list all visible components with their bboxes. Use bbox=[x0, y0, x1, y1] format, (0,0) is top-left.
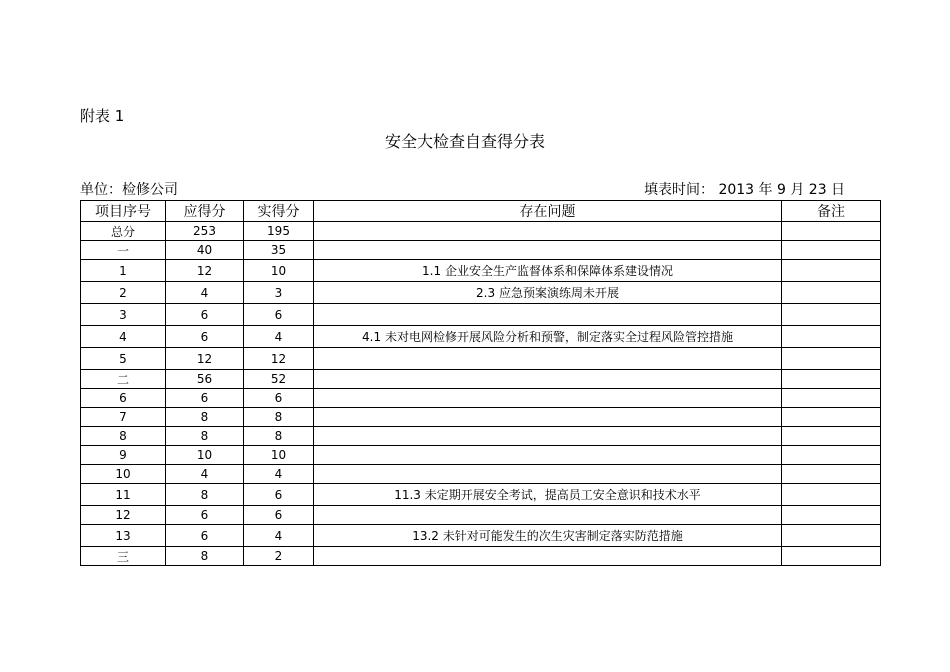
cell-remark bbox=[782, 408, 881, 427]
cell-due-score: 6 bbox=[166, 506, 244, 525]
cell-item-no: 6 bbox=[81, 389, 166, 408]
page-title: 安全大检查自查得分表 bbox=[384, 132, 545, 151]
cell-remark bbox=[782, 484, 881, 506]
cell-due-score: 8 bbox=[166, 547, 244, 566]
cell-remark bbox=[782, 304, 881, 326]
cell-issue: 2.3 应急预案演练周未开展 bbox=[314, 282, 782, 304]
cell-issue bbox=[314, 446, 782, 465]
score-table bbox=[80, 200, 881, 566]
cell-actual-score: 12 bbox=[244, 348, 314, 370]
table-row bbox=[81, 465, 881, 484]
cell-due-score: 56 bbox=[166, 370, 244, 389]
cell-remark bbox=[782, 389, 881, 408]
cell-item-no: 二 bbox=[81, 370, 166, 389]
cell-issue bbox=[314, 506, 782, 525]
cell-item-no: 三 bbox=[81, 547, 166, 566]
cell-actual-score: 4 bbox=[244, 465, 314, 484]
table-row bbox=[81, 260, 881, 282]
cell-item-no: 2 bbox=[81, 282, 166, 304]
cell-actual-score: 10 bbox=[244, 446, 314, 465]
cell-remark bbox=[782, 547, 881, 566]
table-row bbox=[81, 484, 881, 506]
cell-remark bbox=[782, 525, 881, 547]
cell-actual-score: 35 bbox=[244, 241, 314, 260]
cell-due-score: 8 bbox=[166, 427, 244, 446]
cell-due-score: 8 bbox=[166, 408, 244, 427]
header-issues: 存在问题 bbox=[314, 201, 782, 222]
table-row bbox=[81, 348, 881, 370]
table-row bbox=[81, 547, 881, 566]
header-item-no: 项目序号 bbox=[81, 201, 166, 222]
cell-remark bbox=[782, 370, 881, 389]
table-row bbox=[81, 446, 881, 465]
cell-item-no: 10 bbox=[81, 465, 166, 484]
cell-due-score: 4 bbox=[166, 465, 244, 484]
cell-actual-score: 2 bbox=[244, 547, 314, 566]
cell-due-score: 6 bbox=[166, 304, 244, 326]
cell-issue bbox=[314, 547, 782, 566]
appendix-label: 附表 1 bbox=[80, 107, 125, 125]
cell-issue: 1.1 企业安全生产监督体系和保障体系建设情况 bbox=[314, 260, 782, 282]
cell-issue: 13.2 未针对可能发生的次生灾害制定落实防范措施 bbox=[314, 525, 782, 547]
cell-due-score: 6 bbox=[166, 525, 244, 547]
cell-item-no: 11 bbox=[81, 484, 166, 506]
table-row bbox=[81, 525, 881, 547]
cell-actual-score: 4 bbox=[244, 525, 314, 547]
cell-item-no: 8 bbox=[81, 427, 166, 446]
table-row bbox=[81, 304, 881, 326]
cell-remark bbox=[782, 446, 881, 465]
cell-item-no: 1 bbox=[81, 260, 166, 282]
cell-item-no: 4 bbox=[81, 326, 166, 348]
cell-issue bbox=[314, 389, 782, 408]
cell-remark bbox=[782, 260, 881, 282]
cell-issue bbox=[314, 408, 782, 427]
cell-remark bbox=[782, 427, 881, 446]
table-row bbox=[81, 241, 881, 260]
cell-due-score: 40 bbox=[166, 241, 244, 260]
table-row bbox=[81, 282, 881, 304]
cell-due-score: 8 bbox=[166, 484, 244, 506]
cell-due-score: 12 bbox=[166, 348, 244, 370]
cell-actual-score: 6 bbox=[244, 484, 314, 506]
cell-item-no: 12 bbox=[81, 506, 166, 525]
cell-due-score: 6 bbox=[166, 326, 244, 348]
cell-issue bbox=[314, 348, 782, 370]
cell-actual-score: 8 bbox=[244, 408, 314, 427]
cell-issue bbox=[314, 304, 782, 326]
cell-item-no: 总分 bbox=[81, 222, 166, 241]
cell-due-score: 6 bbox=[166, 389, 244, 408]
header-remarks: 备注 bbox=[782, 201, 881, 222]
cell-issue: 11.3 未定期开展安全考试，提高员工安全意识和技术水平 bbox=[314, 484, 782, 506]
cell-actual-score: 3 bbox=[244, 282, 314, 304]
unit-label: 单位：检修公司 bbox=[80, 182, 178, 198]
header-row bbox=[81, 201, 881, 222]
cell-remark bbox=[782, 222, 881, 241]
cell-due-score: 12 bbox=[166, 260, 244, 282]
table-row bbox=[81, 389, 881, 408]
cell-issue bbox=[314, 465, 782, 484]
cell-actual-score: 6 bbox=[244, 304, 314, 326]
table-row bbox=[81, 506, 881, 525]
cell-item-no: 9 bbox=[81, 446, 166, 465]
cell-actual-score: 6 bbox=[244, 389, 314, 408]
cell-actual-score: 4 bbox=[244, 326, 314, 348]
cell-remark bbox=[782, 282, 881, 304]
table-row bbox=[81, 326, 881, 348]
cell-issue bbox=[314, 427, 782, 446]
cell-actual-score: 195 bbox=[244, 222, 314, 241]
table-row bbox=[81, 222, 881, 241]
cell-issue bbox=[314, 222, 782, 241]
cell-due-score: 253 bbox=[166, 222, 244, 241]
cell-actual-score: 6 bbox=[244, 506, 314, 525]
cell-remark bbox=[782, 506, 881, 525]
fill-date: 填表时间： 2013 年 9 月 23 日 bbox=[644, 182, 846, 198]
cell-item-no: 7 bbox=[81, 408, 166, 427]
cell-issue bbox=[314, 370, 782, 389]
cell-actual-score: 52 bbox=[244, 370, 314, 389]
table-row bbox=[81, 427, 881, 446]
cell-item-no: 13 bbox=[81, 525, 166, 547]
cell-item-no: 5 bbox=[81, 348, 166, 370]
table-row bbox=[81, 370, 881, 389]
table-row bbox=[81, 408, 881, 427]
header-due-score: 应得分 bbox=[166, 201, 244, 222]
cell-remark bbox=[782, 241, 881, 260]
cell-remark bbox=[782, 326, 881, 348]
cell-remark bbox=[782, 465, 881, 484]
cell-due-score: 10 bbox=[166, 446, 244, 465]
cell-actual-score: 10 bbox=[244, 260, 314, 282]
cell-issue: 4.1 未对电网检修开展风险分析和预警，制定落实全过程风险管控措施 bbox=[314, 326, 782, 348]
cell-remark bbox=[782, 348, 881, 370]
header-actual-score: 实得分 bbox=[244, 201, 314, 222]
cell-item-no: 3 bbox=[81, 304, 166, 326]
cell-actual-score: 8 bbox=[244, 427, 314, 446]
cell-due-score: 4 bbox=[166, 282, 244, 304]
cell-item-no: 一 bbox=[81, 241, 166, 260]
cell-issue bbox=[314, 241, 782, 260]
